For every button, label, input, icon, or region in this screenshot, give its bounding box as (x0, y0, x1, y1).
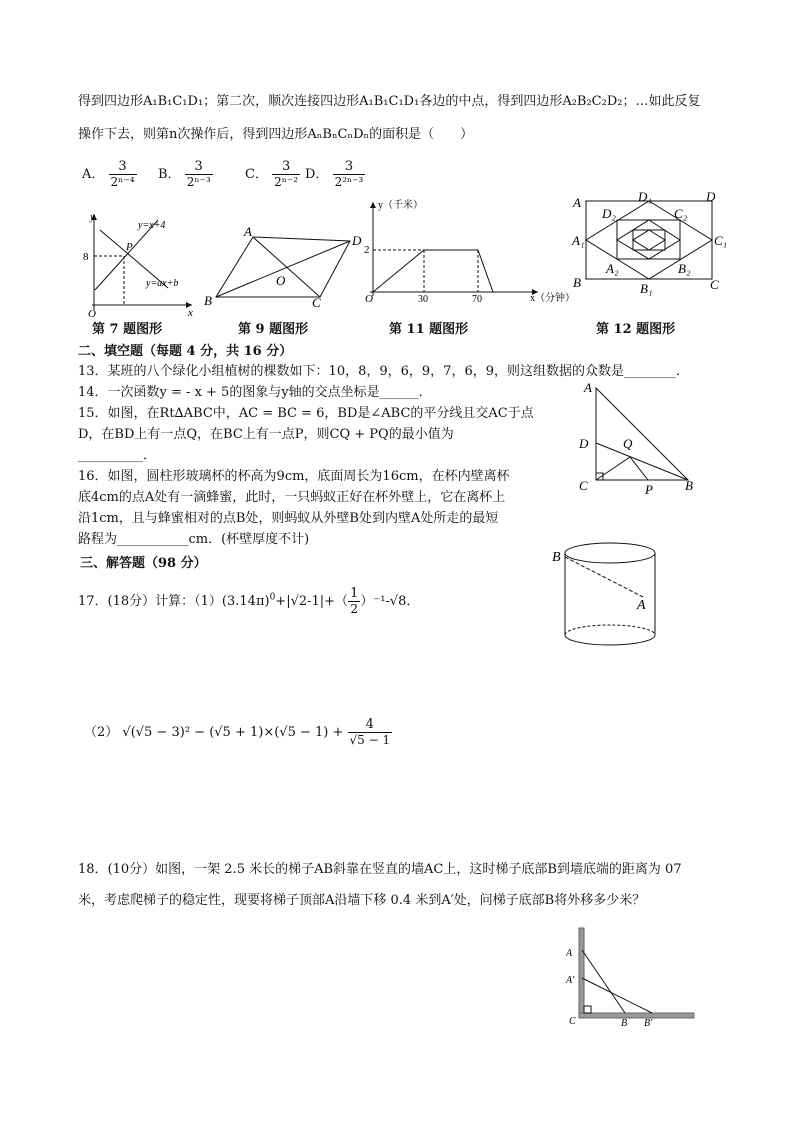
fig18-b-prime: B′ (644, 1018, 653, 1029)
q15-line3: __________． (78, 448, 157, 463)
fig7-point-p: P (126, 241, 133, 253)
fig12-b: B (573, 275, 581, 290)
fig9-caption: 第 9 题图形 (238, 322, 309, 337)
section2-title: 二、填空题（每题 4 分，共 16 分） (78, 344, 293, 359)
q15-line2: D，在BD上有一点Q，在BC上有一点P，则CQ + PQ的最小值为 (78, 427, 454, 442)
fig16-a: A (637, 598, 646, 613)
fig9-a: A (244, 224, 252, 239)
q12-line2: 操作下去，则第n次操作后，得到四边形AₙBₙCₙDₙ的面积是（ ） (78, 127, 474, 142)
fig15-q: Q (623, 436, 633, 451)
fig12-a1: A₁ (572, 233, 585, 248)
q16-line4: 路程为___________cm．(杯壁厚度不计) (78, 532, 310, 547)
fig7-line2-label: y=ax+b (146, 278, 179, 289)
fig9-b: B (204, 293, 212, 308)
fig12-d2: D₂ (602, 206, 616, 221)
q18-line1: 18．(10分）如图，一架 2.5 米长的梯子AB斜靠在竖直的墙AC上，这时梯子底部B到墙底端的距离为 07 (78, 862, 682, 877)
fig18-c: C (569, 1016, 576, 1027)
q14-text: 14．一次函数y = - x + 5的图象与y轴的交点坐标是______． (78, 385, 432, 400)
fig15-b: B (685, 478, 693, 493)
fig11-caption: 第 11 题图形 (389, 322, 469, 337)
figure-12 (570, 187, 740, 302)
fig11-origin: O (365, 293, 373, 305)
fig15-c: C (579, 478, 588, 493)
q17-part2: （2） √(√5 − 3)² − (√5 + 1)×(√5 − 1) + $\frac{4}{√5 - 1}$ (84, 717, 391, 747)
fig18-a-prime: A′ (566, 975, 575, 986)
q16-line3: 沿1cm，且与蜂蜜相对的点B处，则蚂蚁从外壁B处到内壁A处所走的最短 (78, 511, 499, 526)
fig7-y-label: y (90, 211, 95, 223)
q12-option-c: C． $\frac{3}{\text{2ⁿ⁻²}}$ (245, 159, 299, 189)
fig12-a: A (573, 195, 581, 210)
figure-9 (200, 225, 370, 315)
figure-16 (548, 535, 668, 655)
q16-line2: 底4cm的点A处有一滴蜂蜜，此时，一只蚂蚁正好在杯外壁上，它在离杯上 (78, 490, 506, 505)
fig15-p: P (645, 482, 653, 497)
fig12-b2: B₂ (678, 261, 691, 276)
fig7-caption: 第 7 题图形 (92, 322, 163, 337)
fig12-d1: D₁ (638, 189, 652, 204)
fig11-y2: 2 (364, 244, 370, 256)
fig12-b1: B₁ (640, 281, 653, 296)
q18-line2: 米，考虑爬梯子的稳定性，现要将梯子顶部A沿墙下移 0.4 米到A′处，问梯子底部B将外移多少米？ (78, 893, 646, 908)
fig7-line1-label: y=x+4 (138, 220, 166, 231)
fig12-c2: C₂ (674, 206, 688, 221)
fig7-origin: O (88, 308, 96, 320)
fig9-d: D (352, 233, 362, 248)
fig9-c: C (312, 295, 321, 310)
figure-7 (80, 210, 200, 320)
q15-line1: 15．如图，在Rt∆ABC中，AC = BC = 6，BD是∠ABC的平分线且交AC于点 (78, 406, 534, 421)
figure-18 (560, 920, 700, 1030)
fig12-caption: 第 12 题图形 (596, 322, 676, 337)
q12-line1: 得到四边形A₁B₁C₁D₁；第二次，顺次连接四边形A₁B₁C₁D₁各边的中点，得到四边形A₂B₂C₂D₂；…如此反复 (78, 94, 701, 109)
q17-part1: 17．(18分）计算：$(1)(3.14\pi)^0+|√2-1|+$（ $\frac{1}{2}$ ）⁻¹-√8． (78, 586, 420, 616)
fig7-x-label: x (188, 307, 193, 319)
fig18-a: A (566, 948, 573, 959)
figure-11 (360, 198, 575, 308)
fig11-y-label: y（千米） (378, 200, 423, 211)
figure-15 (575, 378, 705, 498)
fig12-d: D (706, 189, 716, 204)
fig15-a: A (584, 380, 592, 395)
fig7-tick-8: 8 (83, 251, 89, 263)
q12-option-a: A． $\frac{3}{\text{2ⁿ⁻⁴}}$ (82, 159, 135, 189)
q12-option-d: D． $\frac{3}{\text{2²ⁿ⁻³}}$ (305, 159, 364, 189)
fig15-d: D (579, 436, 589, 451)
fig11-x70: 70 (472, 294, 482, 305)
fig12-c: C (710, 277, 719, 292)
q13-text: 13．某班的八个绿化小组植树的棵数如下：10，8，9，6，9，7，6，9，则这组数据的众数是________． (78, 364, 689, 379)
fig16-b: B (552, 550, 561, 565)
fig12-a2: A₂ (606, 261, 619, 276)
fig11-x30: 30 (418, 294, 428, 305)
fig11-x-label: x（分钟） (530, 293, 575, 304)
fig12-c1: C₁ (714, 233, 728, 248)
fig18-b: B (621, 1018, 628, 1029)
section3-title: 三、解答题（98 分） (80, 556, 207, 571)
fig9-o: O (276, 273, 286, 288)
q16-line1: 16．如图，圆柱形玻璃杯的杯高为9cm，底面周长为16cm，在杯内壁离杯 (78, 469, 510, 484)
q12-option-b: B． $\frac{3}{\text{2ⁿ⁻³}}$ (158, 159, 211, 189)
